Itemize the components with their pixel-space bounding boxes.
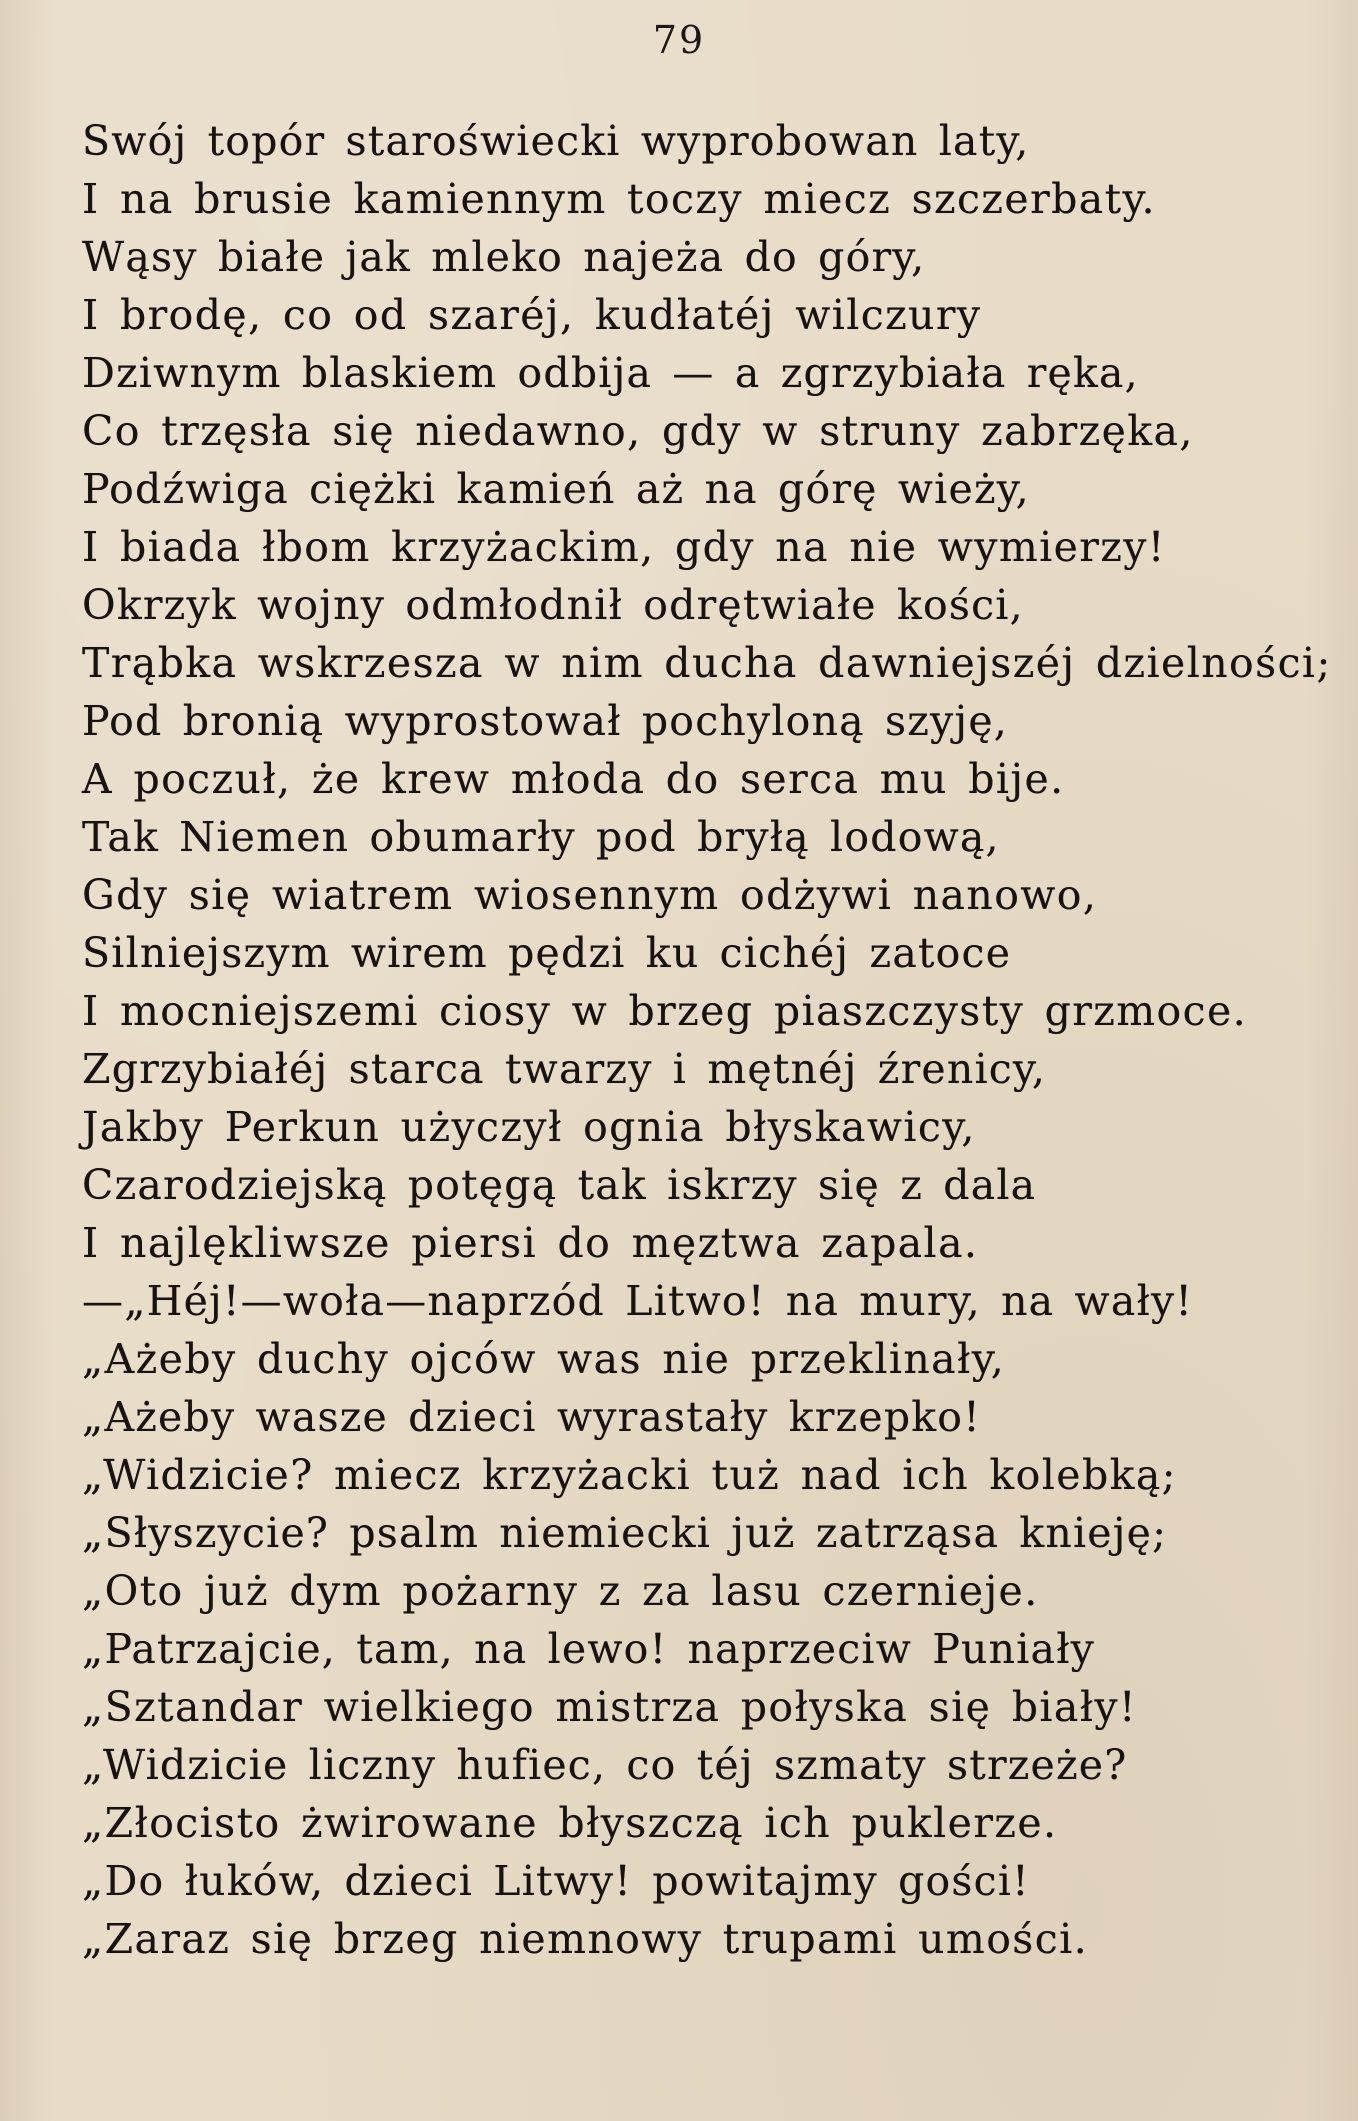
poem-line: Tak Niemen obumarły pod bryłą lodową,	[82, 813, 1000, 861]
poem-line: I brodę, co od szaréj, kudłatéj wilczury	[82, 291, 982, 339]
poem-line: I mocniejszemi ciosy w brzeg piaszczysty grzmoce.	[82, 987, 1248, 1035]
poem-line: Swój topór staroświecki wyprobowan laty,	[82, 117, 1030, 165]
poem-line: Zgrzybiałéj starca twarzy i mętnéj źrenicy,	[82, 1045, 1047, 1093]
poem-line: „Patrzajcie, tam, na lewo! naprzeciw Puniały	[82, 1625, 1096, 1673]
poem-line: „Zaraz się brzeg niemnowy trupami umości.	[82, 1915, 1089, 1963]
poem-line: Trąbka wskrzesza w nim ducha dawniejszéj dzielności;	[82, 639, 1332, 687]
poem-line: „Widzicie liczny hufiec, co téj szmaty strzeże?	[82, 1741, 1128, 1789]
poem-line: Czarodziejską potęgą tak iskrzy się z dala	[82, 1161, 1037, 1209]
poem-line: „Złocisto żwirowane błyszczą ich puklerze.	[82, 1799, 1058, 1847]
poem-text	[82, 112, 1332, 1968]
poem-line: Okrzyk wojny odmłodnił odrętwiałe kości,	[82, 581, 1024, 629]
poem-line: „Widzicie? miecz krzyżacki tuż nad ich kolebką;	[82, 1451, 1177, 1499]
poem-line: Pod bronią wyprostował pochyloną szyję,	[82, 697, 1009, 745]
poem-line: „Do łuków, dzieci Litwy! powitajmy gości!	[82, 1857, 1030, 1905]
poem-line: Gdy się wiatrem wiosennym odżywi nanowo,	[82, 871, 1098, 919]
poem-line: „Ażeby wasze dzieci wyrastały krzepko!	[82, 1393, 981, 1441]
poem-line: „Sztandar wielkiego mistrza połyska się biały!	[82, 1683, 1137, 1731]
poem-line: Silniejszym wirem pędzi ku cichéj zatoce	[82, 929, 1012, 977]
poem-line: A poczuł, że krew młoda do serca mu bije.	[82, 755, 1065, 803]
poem-line: Wąsy białe jak mleko najeża do góry,	[82, 233, 926, 281]
poem-line: I biada łbom krzyżackim, gdy na nie wymierzy!	[82, 523, 1166, 571]
page-number: 79	[652, 18, 706, 62]
poem-line: „Oto już dym pożarny z za lasu czernieje.	[82, 1567, 1039, 1615]
poem-line: —„Héj!—woła—naprzód Litwo! na mury, na wały!	[82, 1277, 1194, 1325]
poem-line: „Ażeby duchy ojców was nie przeklinały,	[82, 1335, 1006, 1383]
poem-line: „Słyszycie? psalm niemiecki już zatrząsa knieję;	[82, 1509, 1168, 1557]
poem-line: Jakby Perkun użyczył ognia błyskawicy,	[82, 1103, 976, 1151]
poem-line: Podźwiga ciężki kamień aż na górę wieży,	[82, 465, 1030, 513]
poem-line: I najlękliwsze piersi do męztwa zapala.	[82, 1219, 979, 1267]
poem-line: Dziwnym blaskiem odbija — a zgrzybiała ręka,	[82, 349, 1139, 397]
poem-line: I na brusie kamiennym toczy miecz szczerbaty.	[82, 175, 1156, 223]
poem-line: Co trzęsła się niedawno, gdy w struny zabrzęka,	[82, 407, 1194, 455]
